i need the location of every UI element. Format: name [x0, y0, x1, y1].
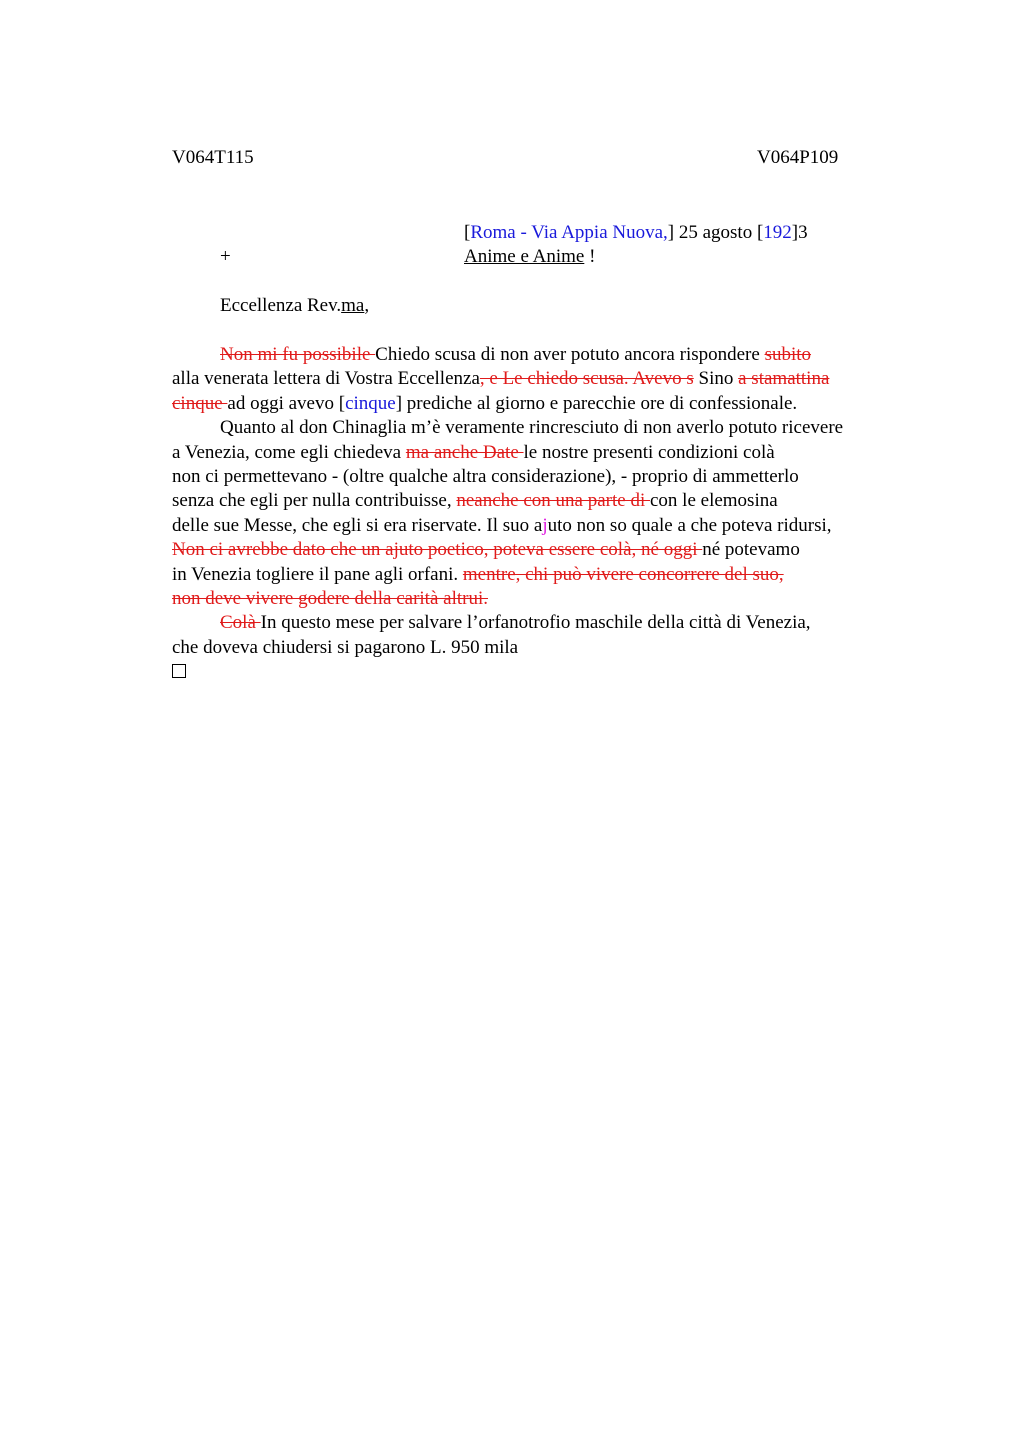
dateline-year-prefix: 192	[763, 222, 792, 243]
text-segment: Quanto al don Chinaglia m’è veramente rincresciuto di non averlo potuto ricevere	[220, 417, 844, 439]
deleted-text: Non mi fu possibile	[220, 344, 376, 365]
right-reference-code: V064P109	[757, 147, 839, 168]
deleted-text: a stamattina	[738, 368, 830, 390]
body-line	[172, 465, 843, 489]
deleted-text: ma anche Date	[405, 441, 524, 463]
dateline-date: ] 25 agosto [	[667, 222, 764, 243]
deleted-text: Colà	[220, 612, 261, 634]
body-line	[172, 587, 843, 611]
text-segment: con le elemosina	[649, 490, 778, 512]
body-line	[172, 367, 843, 391]
salutation-comma: ,	[364, 295, 370, 316]
text-segment: non ci permettevano - (oltre qualche altra considerazione), - proprio di ammetterlo	[172, 465, 799, 487]
editorial-insertion: cinque	[345, 392, 396, 414]
end-box-icon	[172, 664, 186, 678]
body-line	[172, 611, 843, 635]
motto-text: Anime e Anime	[464, 246, 585, 267]
body-line	[172, 538, 843, 562]
deleted-text: Non ci avrebbe dato che un ajuto poetico, poteva essere colà, né oggi	[172, 539, 703, 561]
motto-exclamation: !	[584, 246, 596, 267]
dateline-open-bracket: [	[464, 222, 471, 243]
body-line	[172, 392, 843, 416]
salutation-pre: Eccellenza Rev.	[220, 295, 342, 316]
deleted-text: neanche con una parte di	[456, 490, 650, 512]
body-line	[172, 416, 843, 440]
motto	[464, 246, 595, 268]
text-segment: Sino	[693, 368, 739, 390]
cross-symbol: +	[220, 246, 231, 267]
salutation-abbrev: ma	[341, 295, 365, 316]
text-segment: che doveva chiudersi si pagarono L. 950 mila	[172, 636, 519, 658]
body-line	[172, 489, 843, 513]
text-segment: ad oggi avevo [	[227, 392, 346, 414]
deleted-text: , e Le chiedo scusa. Avevo s	[479, 368, 694, 390]
deleted-text: mentre, chi può vivere concorrere del suo,	[462, 563, 784, 585]
text-segment: in Venezia togliere il pane agli orfani.	[172, 563, 463, 585]
body-line	[172, 563, 843, 587]
text-segment: alla venerata lettera di Vostra Eccellenza	[172, 368, 480, 390]
text-segment: né potevamo	[702, 539, 800, 561]
left-reference-code: V064T115	[172, 147, 254, 168]
body-line	[172, 441, 843, 465]
dateline-year-suffix: ]3	[791, 222, 808, 243]
text-segment: le nostre presenti condizioni colà	[523, 441, 775, 463]
deleted-text: subito	[764, 344, 812, 365]
body-line	[172, 636, 843, 660]
text-segment: ] prediche al giorno e parecchie ore di confessionale.	[395, 392, 798, 414]
text-segment: uto non so quale a che poteva ridursi,	[547, 514, 832, 536]
dateline	[464, 222, 808, 244]
body-line	[172, 514, 843, 538]
deleted-text: non deve vivere godere della carità altrui.	[172, 587, 488, 609]
text-segment: delle sue Messe, che egli si era riservate. Il suo a	[172, 514, 543, 536]
text-segment: a Venezia, come egli chiedeva	[172, 441, 406, 463]
text-segment: senza che egli per nulla contribuisse,	[172, 490, 457, 512]
letter-body	[172, 343, 843, 684]
deleted-text: cinque	[172, 392, 228, 414]
dateline-place: Roma - Via Appia Nuova,	[470, 222, 668, 243]
text-segment: Chiedo scusa di non aver potuto ancora rispondere	[375, 344, 765, 365]
text-segment: In questo mese per salvare l’orfanotrofio maschile della città di Venezia,	[260, 612, 811, 634]
salutation	[220, 295, 369, 317]
body-line	[172, 343, 843, 367]
highlighted-letter: j	[542, 514, 548, 536]
end-marker-line	[172, 660, 843, 684]
